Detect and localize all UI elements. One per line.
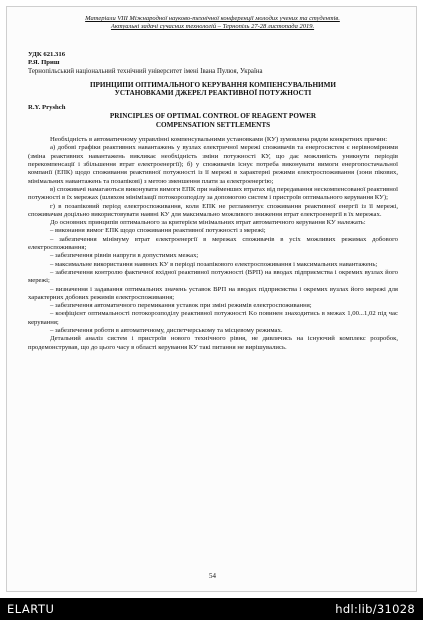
list-item: – забезпечення автоматичного перемикання уставок при зміні режимів електроспоживання; [50, 302, 312, 310]
paragraph: в) споживачі намагаються виконувати вимоги ЕПК при найменших втратах від передавання нескомпенсованої реактивної потужності в їх мережах (шляхом мінімізації потокорозподілу за допомогою систем і пристроїв оптимального керування КУ); [28, 185, 399, 202]
list-item: – максимальне використання наявних КУ в періоді позапікового електроспоживання і максимальних навантажень; [50, 260, 378, 268]
page-number: 54 [209, 572, 216, 580]
list-item: – забезпечення роботи в автоматичному, диспетчерському та місцевому режимах. [50, 327, 283, 335]
title-ua [28, 81, 398, 98]
author-en: R.Y. Pryshch [28, 103, 66, 111]
list-item: – коефіцієнт оптимальності потокорозподілу реактивної потужності Kо повинен знаходитись в межах 1,00...1,02 під час керування; [28, 310, 398, 326]
paragraph: До основних принципів оптимального за критерієм мінімальних втрат автоматичного керування КУ належать: [50, 219, 366, 227]
header-line-1: Матеріали VIII Міжнародної науково-технічної конференції молодих учених та студентів. [85, 15, 340, 22]
list-item: – забезпечення мінімуму втрат електроенергії в мережах споживачів в усіх можливих режимах добового електроспоживання; [28, 235, 398, 252]
paragraph: Необхідність в автоматичному управлінні компенсувальними установками (КУ) зумовлена рядом конкретних причин: [50, 136, 388, 144]
list-item: – виконання вимог ЕПК щодо споживання реактивної потужності з мережі; [50, 227, 266, 235]
closing-paragraph: Детальний аналіз систем і пристроїв нового технічного рівня, не дивлячись на існуючий комплекс розробок, продемонстрував, що до цього часу в області керування КУ такі питання не вирішувались. [28, 335, 398, 351]
title-en-line-1: PRINCIPLES OF OPTIMAL CONTROL OF REAGENT POWER [109, 112, 317, 121]
article-content [28, 51, 398, 352]
title-ua-line-1: ПРИНЦИПИ ОПТИМАЛЬНОГО КЕРУВАННЯ КОМПЕНСУВАЛЬНИМИ [89, 80, 337, 89]
institution: Тернопільський національний технічний університет імені Івана Пулюя, Україна [28, 67, 263, 75]
header-line-2: Актуальні задачі сучасних технологій – Тернопіль 27-28 листопада 2019. [110, 23, 315, 30]
paragraph: г) в позапіковий період електроспоживання, коли ЕПК не регламентує споживання реактивної енергії із її мережі, споживачам доцільно використовувати наявні КУ для максимально можливого зниження втрат електроенергії в їх мережах. [28, 202, 398, 218]
title-ua-line-2: УСТАНОВКАМИ ДЖЕРЕЛ РЕАКТИВНОЇ ПОТУЖНОСТІ [114, 89, 312, 98]
article-body [28, 136, 398, 352]
list-item: – забезпечення рівнів напруги в допустимих межах; [50, 252, 199, 260]
conference-header [7, 15, 418, 31]
handle-id: hdl:lib/31028 [335, 602, 415, 616]
title-en-line-2: COMPENSATION SETTLEMENTS [155, 120, 271, 129]
paragraph: а) добові графіки реактивних навантажень у вузлах електричної мережі споживачів та енергосистем є нерівномірними (зміна реактивних навантажень викликає необхідність зміни потужності КУ, що дає можливість уникнути періодів перекомпенсації і збільшення втрат електроенергії); б) у споживачів існує потреба виконувати вимоги енергопостачальної компанії (ЕПК) щодо споживання реактивної потужності із її мережі в характерні режими електроспоживання (зони пікових, мінімальних навантажень та позапікові) з метою зменшення плати за електроенергію; [28, 144, 398, 185]
list-item: – визначення і задавання оптимальних значень уставок ВРП на вводах підприємства і окремих вузлах його мережі для характерних добових режимів електроспоживання; [28, 285, 398, 301]
list-item: – забезпечення контролю фактичної вхідної реактивної потужності (ВРП) на вводах підприємства і окремих вузлах його мережі; [28, 268, 398, 285]
paper-page [6, 6, 417, 592]
udk-code: УДК 621.316 [28, 51, 66, 58]
repository-name: ELARTU [7, 602, 55, 616]
author-ua: Р.Я. Приш [28, 59, 60, 67]
title-en [28, 112, 398, 129]
repository-footer-bar [0, 598, 423, 620]
